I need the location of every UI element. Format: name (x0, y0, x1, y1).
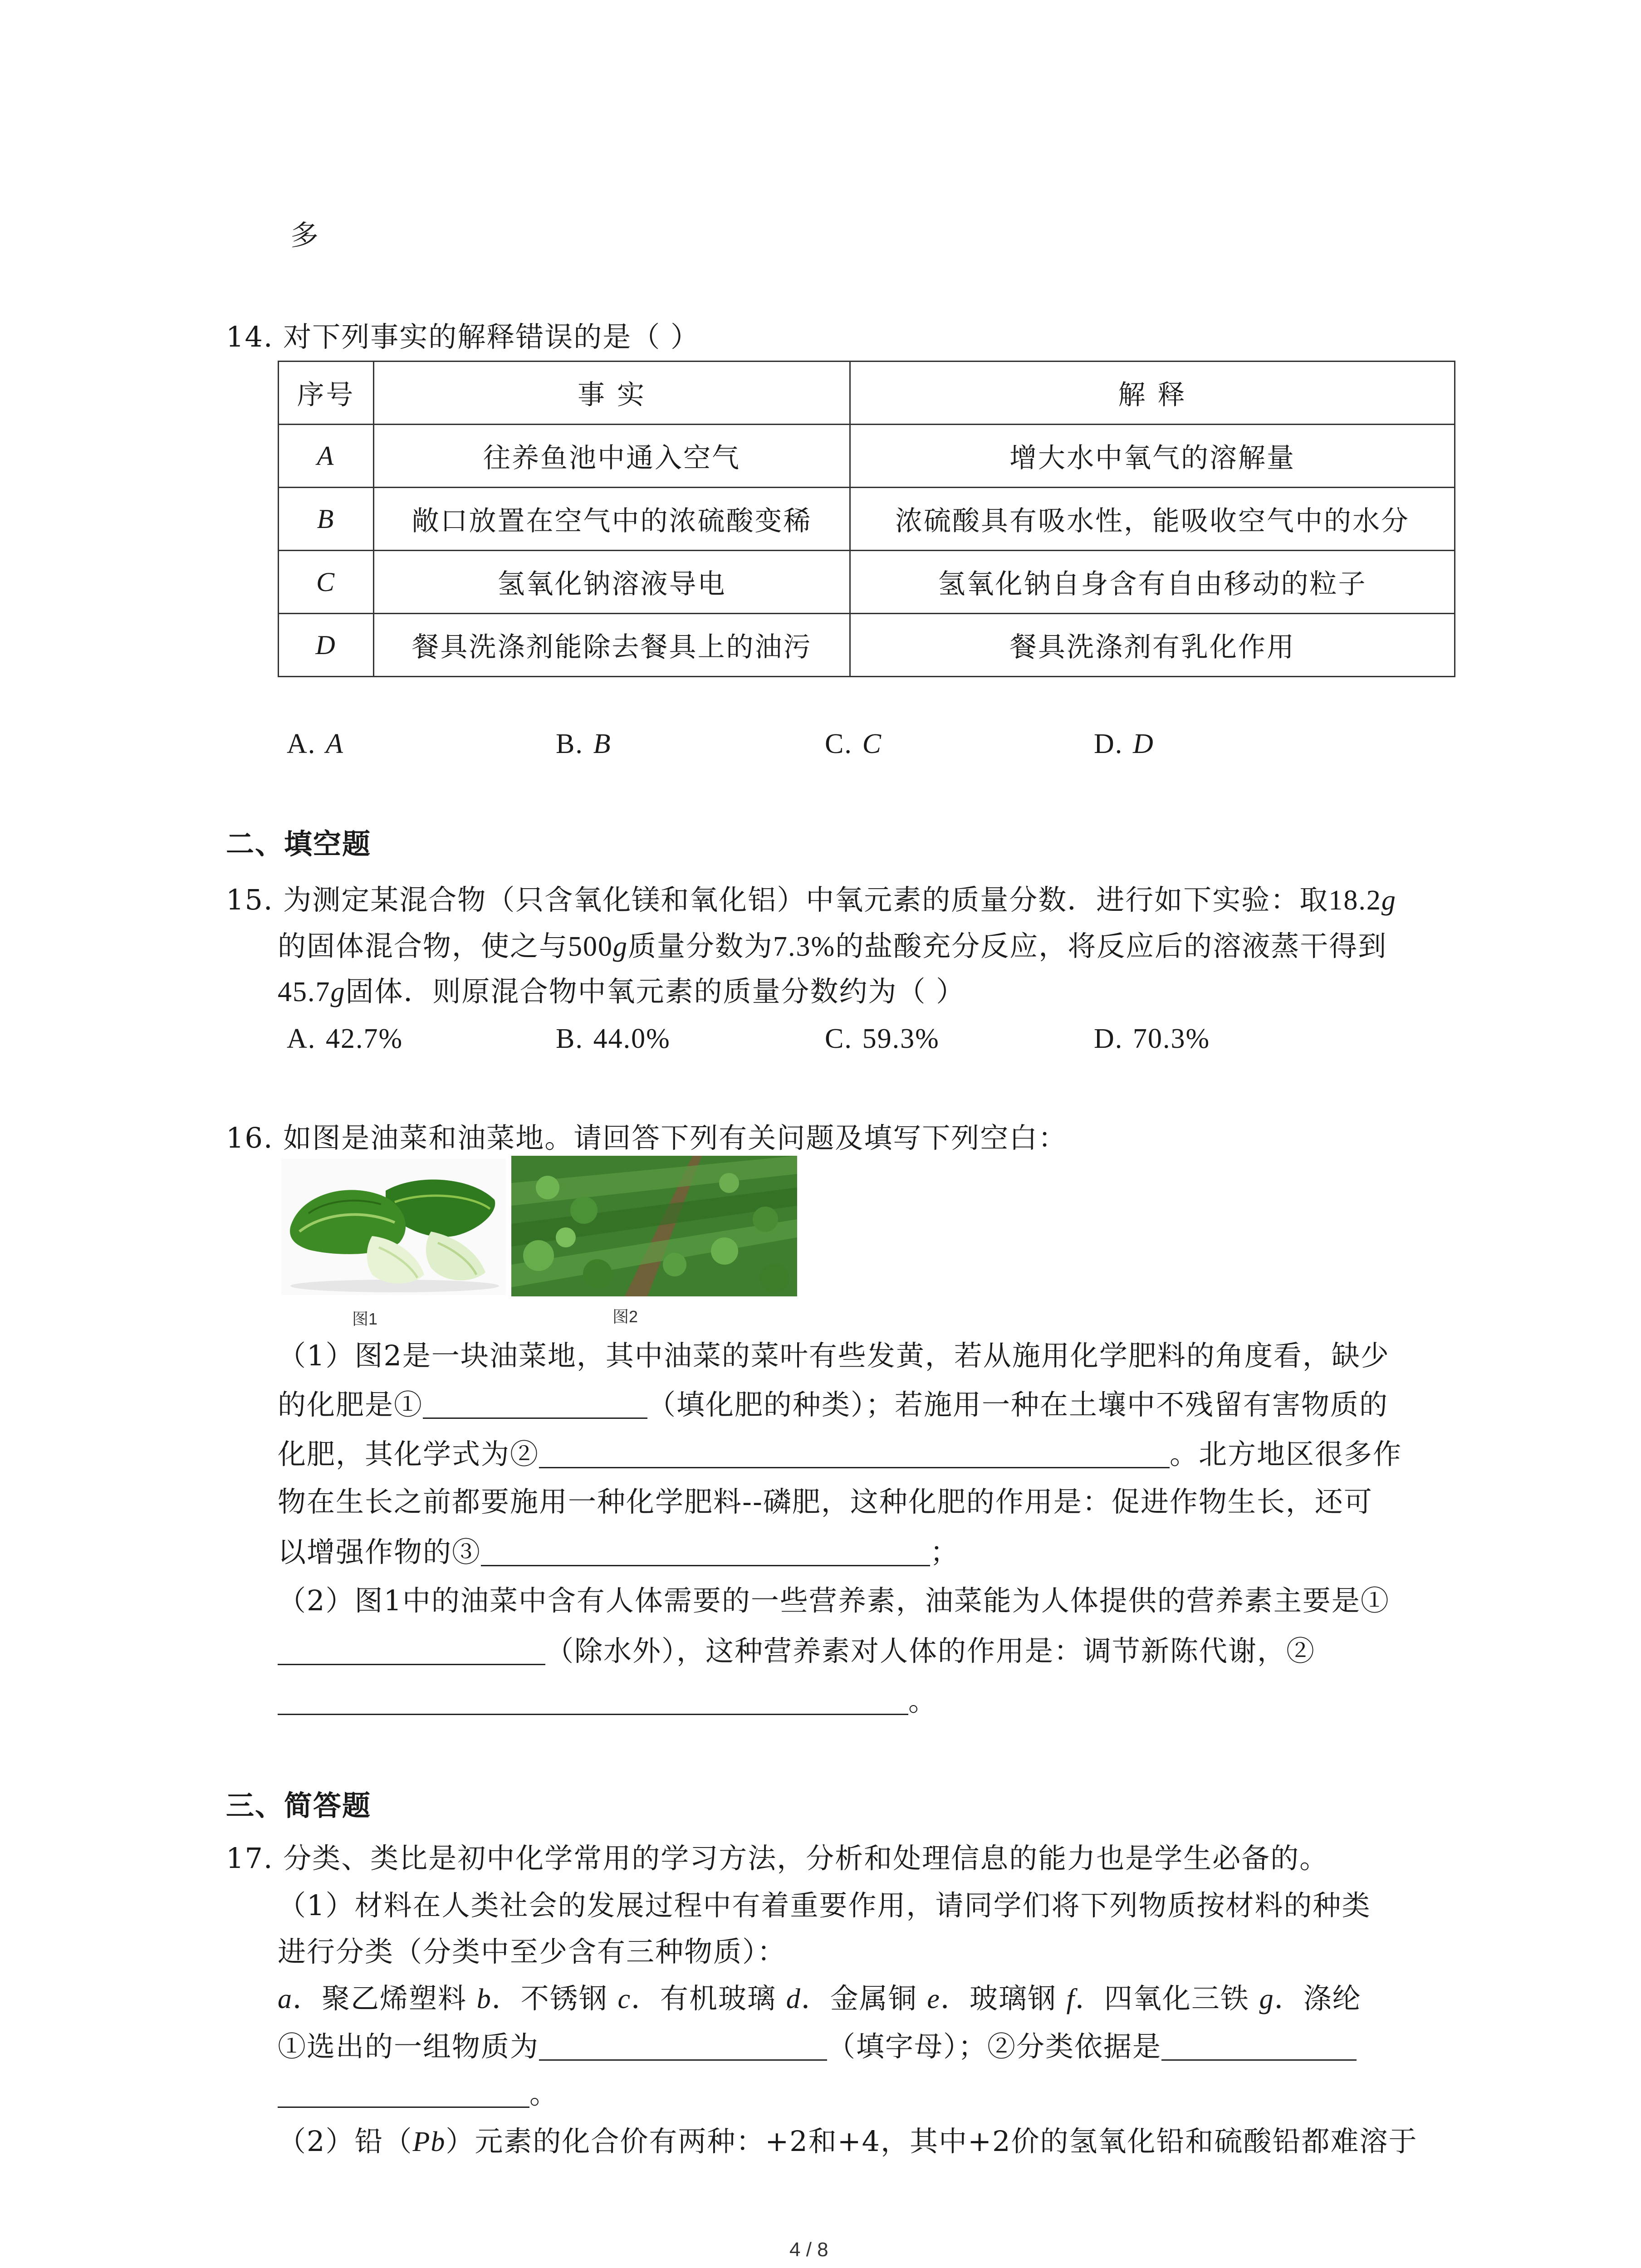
q16-part1-line-1: （1）图2是一块油菜地，其中油菜的菜叶有些发黄，若从施用化学肥料的角度看，缺少 (278, 1339, 1390, 1372)
previous-page-fragment: 多 (290, 219, 320, 252)
q14-table (278, 361, 1455, 677)
row-fact: 敞口放置在空气中的浓硫酸变稀 (374, 488, 850, 551)
row-fact: 餐具洗涤剂能除去餐具上的油污 (374, 614, 850, 677)
q15-option-b[interactable]: B. 44.0% (556, 1023, 671, 1054)
q17-part1-line-2: 进行分类（分类中至少含有三种物质）： (278, 1935, 787, 1968)
row-fact: 往养鱼池中通入空气 (374, 425, 850, 488)
row-label: C (279, 551, 374, 614)
answer-blank-1[interactable] (423, 1389, 647, 1419)
q15-line-1: 15. 为测定某混合物（只含氧化镁和氧化铝）中氧元素的质量分数．进行如下实验：取18.2g (226, 883, 1396, 916)
row-fact: 氢氧化钠溶液导电 (374, 551, 850, 614)
row-explanation: 增大水中氧气的溶解量 (850, 425, 1455, 488)
page-number: 4 / 8 (789, 2239, 828, 2261)
q17-stem: 17. 分类、类比是初中化学常用的学习方法，分析和处理信息的能力也是学生必备的。 (226, 1842, 1329, 1875)
answer-blank-8[interactable] (278, 2078, 529, 2108)
q16-part2-line-2: （除水外），这种营养素对人体的作用是：调节新陈代谢，② (278, 1636, 1315, 1665)
q17-part1-line-1: （1）材料在人类社会的发展过程中有着重要作用，请同学们将下列物质按材料的种类 (278, 1889, 1371, 1922)
row-explanation: 浓硫酸具有吸水性，能吸收空气中的水分 (850, 488, 1455, 551)
header-number: 序号 (279, 362, 374, 425)
q15-option-a[interactable]: A. 42.7% (287, 1023, 403, 1054)
q17-part2-line-1: （2）铅（Pb）元素的化合价有两种：+2和+4，其中+2价的氢氧化铅和硫酸铅都难溶于 (278, 2125, 1418, 2158)
answer-blank-2[interactable] (539, 1439, 1170, 1468)
q14-option-b[interactable]: B. B (556, 728, 612, 759)
q16-part1-line-4: 物在生长之前都要施用一种化学肥料--磷肥，这种化肥的作用是：促进作物生长，还可 (278, 1485, 1373, 1518)
q17-part1-line-5: 。 (278, 2078, 558, 2108)
row-explanation: 氢氧化钠自身含有自由移动的粒子 (850, 551, 1455, 614)
q14-stem: 14. 对下列事实的解释错误的是（ ） (226, 320, 700, 353)
q14-option-c[interactable]: C. C (825, 728, 882, 759)
row-label: D (279, 614, 374, 677)
section-heading-short-answer: 三、简答题 (226, 1789, 372, 1822)
q17-part1-line-4: ①选出的一组物质为 （填字母）；②分类依据是 (278, 2031, 1357, 2061)
table-row (279, 614, 1455, 677)
q15-option-c[interactable]: C. 59.3% (825, 1023, 940, 1054)
section-heading-fill-in: 二、填空题 (226, 827, 372, 860)
q15-line-2: 的固体混合物，使之与500g质量分数为7.3%的盐酸充分反应，将反应后的溶液蒸干得到 (278, 929, 1387, 963)
figure-1-caption: 图1 (352, 1310, 378, 1328)
answer-blank-4[interactable] (278, 1636, 545, 1665)
q17-material-list: a．聚乙烯塑料 b．不锈钢 c．有机玻璃 d．金属铜 e．玻璃钢 f．四氧化三铁 g．涤纶 (278, 1982, 1362, 2015)
q16-part1-line-5: 以增强作物的③ ； (278, 1535, 960, 1569)
figure-1-bok-choy-image (281, 1159, 506, 1295)
row-label: A (279, 425, 374, 488)
q15-line-3: 45.7g固体．则原混合物中氧元素的质量分数约为（ ） (278, 975, 965, 1008)
q14-option-a[interactable]: A. A (287, 728, 344, 759)
header-explanation: 解 释 (850, 362, 1455, 425)
q15-option-d[interactable]: D. 70.3% (1094, 1023, 1210, 1054)
figure-2-field-image (511, 1156, 797, 1296)
answer-blank-5[interactable] (278, 1686, 908, 1715)
table-row (279, 488, 1455, 551)
table-header-row (279, 362, 1455, 425)
table-row (279, 425, 1455, 488)
q14-option-d[interactable]: D. D (1094, 728, 1154, 759)
table-row (279, 551, 1455, 614)
answer-blank-7[interactable] (1161, 2031, 1357, 2061)
q16-stem: 16. 如图是油菜和油菜地。请回答下列有关问题及填写下列空白： (226, 1121, 1068, 1154)
q16-part1-line-3: 化肥，其化学式为② 。北方地区很多作 (278, 1437, 1402, 1471)
row-explanation: 餐具洗涤剂有乳化作用 (850, 614, 1455, 677)
header-fact: 事 实 (374, 362, 850, 425)
q16-part2-line-3: 。 (278, 1686, 937, 1715)
q16-part1-line-2: 的化肥是① （填化肥的种类）；若施用一种在土壤中不残留有害物质的 (278, 1388, 1389, 1421)
answer-blank-6[interactable] (539, 2031, 827, 2061)
q16-part2-line-1: （2）图1中的油菜中含有人体需要的一些营养素，油菜能为人体提供的营养素主要是① (278, 1584, 1390, 1617)
row-label: B (279, 488, 374, 551)
figure-2-caption: 图2 (612, 1307, 638, 1326)
answer-blank-3[interactable] (481, 1537, 930, 1566)
